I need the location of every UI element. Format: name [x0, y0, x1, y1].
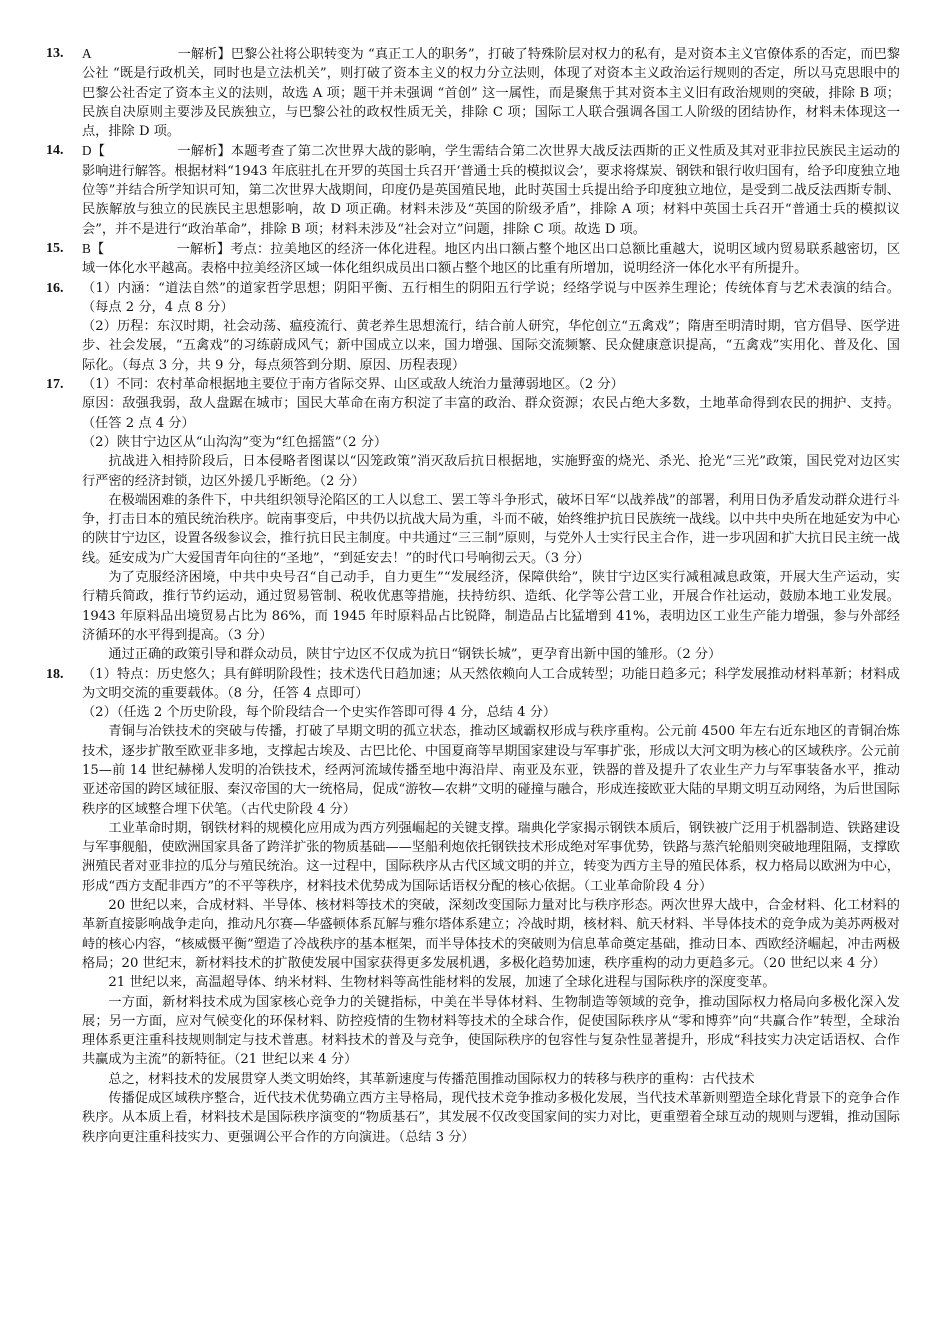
answer-paragraph: 20 世纪以来，合成材料、半导体、核材料等技术的突破，深刻改变国际力量对比与秩序形态。两次世界大战中，合金材料、化工材料的革新直接影响战争走向，推动凡尔赛—华盛顿体系瓦解与雅尔塔体系建立；冷战时期，核材料、航天材料、半导体技术的竞争成为美苏两极对峙的核心内容，“核威慑平衡”塑造了冷战秩序的基本框架，而半导体技术的突破则为信息革命奠定基础，推动日本、西欧经济崛起，冲击两极格局；20 世纪末，新材料技术的扩散使发展中国家获得更多发展机遇，多极化趋势加速，秩序重构的动力更趋多元。（20 世纪以来 4 分） — [82, 898, 900, 971]
answer-paragraph: （1）特点：历史悠久；具有鲜明阶段性；技术迭代日趋加速；从天然依赖向人工合成转型；功能日趋多元；科学发展推动材料革新；材料成为文明交流的重要载体。（8 分，任答 4 点即可） — [82, 666, 900, 701]
question-18 — [46, 665, 900, 1147]
question-number: 17. — [46, 377, 64, 393]
answer-paragraph: （2）（任选 2 个历史阶段，每个阶段结合一个史实作答即可得 4 分，总结 4 分） — [82, 705, 557, 721]
answer-choice: D【 — [82, 143, 106, 159]
question-body — [82, 141, 900, 238]
analysis-label: 一解析】 — [176, 241, 231, 257]
question-number: 14. — [46, 143, 64, 159]
answer-choice: B【 — [82, 240, 105, 256]
analysis-text: 本题考查了第二次世界大战的影响，学生需结合第二次世界大战反法西斯的正义性质及其对亚非拉民族民主运动的影响进行解答。根据材料“1943 年底驻扎在开罗的英国士兵召开‘普通士兵的模拟议会’，要求将煤炭、钢铁和银行收归国有，给予印度独立地位等”并结合所学知识可知，第二次世界大战期间，印度仍是英国殖民地，此时英国士兵提出给予印度独立地位，是受到二战反法西斯专制、民族解放与独立的民族民主思想影响，故 D 项正确。材料未涉及“英国的阶级矛盾”，排除 A 项；材料中英国士兵召开“普通士兵的模拟议会”，并不是进行“政治革命”，排除 B 项；材料未涉及“社会对立”问题，排除 C 项。故选 D 项。 — [82, 144, 901, 237]
answer-paragraph: （1）不同：农村革命根据地主要位于南方省际交界、山区或敌人统治力量薄弱地区。（2 分） — [82, 377, 624, 393]
answer-paragraph: 一方面，新材料技术成为国家核心竞争力的关键指标，中美在半导体材料、生物制造等领域的竞争，推动国际权力格局向多极化深入发展；另一方面，应对气候变化的环保材料、防控疫情的生物材料等技术的全球合作，促使国际秩序从“零和博弈”向“共赢合作”转型，全球治理体系更注重科技规则制定与技术普惠。材料技术的普及与竞争，使国际秩序的包容性与复杂性显著提升，形成“科技实力决定话语权、合作共赢成为主流”的新特征。（21 世纪以来 4 分） — [82, 994, 900, 1068]
question-body — [82, 375, 900, 664]
question-number: 15. — [46, 240, 64, 256]
answer-paragraph: 抗战进入相持阶段后，日本侵略者图谋以“囚笼政策”消灭敌后抗日根据地，实施野蛮的烧光、杀光、抢光“三光”政策，国民党对边区实行严密的经济封锁，边区外援几乎断绝。（2 分） — [82, 454, 900, 489]
question-number: 13. — [46, 46, 64, 61]
answer-paragraph: 传播促成区域秩序整合，近代技术优势确立西方主导格局，现代技术竞争推动多极化发展，当代技术革新则塑造全球化背景下的竞争合作秩序。从本质上看，材料技术是国际秩序演变的“物质基石”，其发展不仅改变国家间的实力对比，更重塑着全球互动的规则与逻辑，推动国际秩序向更注重科技实力、更强调公平合作的方向演进。（总结 3 分） — [82, 1091, 900, 1145]
question-13 — [46, 44, 900, 141]
answer-paragraph: 在极端困难的条件下，中共组织领导沦陷区的工人以怠工、罢工等斗争形式，破坏日军“以战养战”的部署，利用日伪矛盾发动群众进行斗争，打击日本的殖民统治秩序。皖南事变后，中共仍以抗战大局为重，斗而不破，始终维护抗日民族统一战线。以中共中央所在地延安为中心的陕甘宁边区，设置各级参议会，推行抗日民主制度。中共通过“三三制”原则，与党外人士实行民主合作，进一步巩固和扩大抗日民主统一战线。延安成为广大爱国青年向往的“圣地”，“到延安去！”的时代口号响彻云天。（3 分） — [82, 492, 900, 566]
question-body — [82, 665, 900, 1147]
analysis-label: 一解析】 — [177, 47, 231, 62]
answer-paragraph: 工业革命时期，钢铁材料的规模化应用成为西方列强崛起的关键支撑。瑞典化学家揭示钢铁本质后，钢铁被广泛用于机器制造、铁路建设与军事舰船，使欧洲国家具备了跨洋扩张的物质基础——坚船利炮依托钢铁技术形成绝对军事优势，铁路与蒸汽轮船则突破地理阻隔，支撑欧洲殖民者对亚非拉的瓜分与殖民统治。这一过程中，国际秩序从古代区域文明的并立，转变为西方主导的殖民体系，权力格局以欧洲为中心，形成“西方支配非西方”的不平等秩序，材料技术优势成为国际话语权分配的核心依据。（工业革命阶段 4 分） — [82, 820, 900, 894]
answer-paragraph: （2）历程：东汉时期，社会动荡、瘟疫流行、黄老养生思想流行，结合前人研究，华佗创立“五禽戏”；隋唐至明清时期，官方倡导、医学进步、社会发展，“五禽戏”的习练蔚成风气；新中国成立以来，国力增强、国际交流频繁、民众健康意识提高，“五禽戏”实用化、普及化、国际化。（每点 3 分，共 9 分，每点须答到分期、原因、历程表现） — [82, 319, 900, 373]
analysis-text: 考点：拉美地区的经济一体化进程。地区内出口额占整个地区出口总额比重越大，说明区域内贸易联系越密切，区域一体化水平越高。表格中拉美经济区域一体化组织成员出口额占整个地区的比重有所增加，说明经济一体化水平有所提升。 — [82, 241, 901, 277]
question-number: 16. — [46, 280, 64, 296]
question-number: 18. — [46, 666, 64, 682]
answer-choice: A — [82, 46, 92, 61]
question-15 — [46, 239, 900, 279]
question-body — [82, 239, 900, 279]
answer-paragraph: 原因：敌强我弱，敌人盘踞在城市；国民大革命在南方积淀了丰富的政治、群众资源；农民占绝大多数，土地革命得到农民的拥护、支持。（任答 2 点 4 分） — [82, 396, 900, 431]
answer-paragraph: 总之，材料技术的发展贯穿人类文明始终，其革新速度与传播范围推动国际权力的转移与秩序的重构：古代技术 — [108, 1071, 755, 1087]
answer-paragraph: 青铜与冶铁技术的突破与传播，打破了早期文明的孤立状态，推动区域霸权形成与秩序重构。公元前 4500 年左右近东地区的青铜冶炼技术，逐步扩散至欧亚非多地，支撑起古埃及、古巴比伦、中国夏商等早期国家建设与军事扩张，形成以大河文明为核心的区域秩序。公元前 15—前 14 世纪赫梯人发明的冶铁技术，经两河流域传播至地中海沿岸、南亚及东亚，铁器的普及提升了农业生产力与军事装备水平，推动亚述帝国的跨区域征服、秦汉帝国的大一统格局，促成“游牧—农耕”文明的碰撞与融合，形成连接欧亚大陆的早期文明互动网络，为后世国际秩序的区域整合埋下伏笔。（古代史阶段 4 分） — [82, 724, 900, 817]
answer-paragraph: 为了克服经济困境，中共中央号召“自己动手，自力更生”“发展经济，保障供给”，陕甘宁边区实行减租减息政策，开展大生产运动，实行精兵简政，推行节约运动，通过贸易管制、税收优惠等措施，扶持纺织、造纸、化学等公营工业，开展合作社运动，鼓励本地工业发展。1943 年原料品出境贸易占比为 86%，而 1945 年时原料品占比锐降，制造品占比猛增到 41%，表明边区工业生产能力增强，参与外部经济循环的水平得到提高。（3 分） — [82, 570, 900, 643]
question-17 — [46, 375, 900, 664]
question-body — [82, 279, 900, 375]
analysis-text: 巴黎公社将公职转变为 “真正工人的职务”，打破了特殊阶层对权力的私有，是对资本主义官僚体系的否定，而巴黎公社 “既是行政机关，同时也是立法机关”，则打破了资本主义的权力分立法则，体现了对资本主义政治运行规则的否定，所以马克思眼中的巴黎公社否定了资本主义的法则，故选 A 项；题干并未强调 “首创” 这一属性，而是聚焦于其对资本主义旧有政治规则的突破，排除 B 项；民族自决原则主要涉及民族独立，与巴黎公社的政权性质无关，排除 C 项；国际工人联合强调各国工人阶级的团结协作，材料未体现这一点，排除 D 项。 — [82, 47, 901, 140]
question-16 — [46, 279, 900, 375]
question-body — [82, 44, 900, 141]
answer-paragraph: （1）内涵：“道法自然”的道家哲学思想；阴阳平衡、五行相生的阴阳五行学说；经络学说与中医养生理论；传统体育与艺术表演的结合。（每点 2 分，4 点 8 分） — [82, 280, 900, 315]
answer-paragraph: （2）陕甘宁边区从“山沟沟”变为“红色摇篮”（2 分） — [82, 434, 388, 450]
answer-paragraph: 21 世纪以来，高温超导体、纳米材料、生物材料等高性能材料的发展，加速了全球化进程与国际秩序的深度变革。 — [108, 975, 776, 991]
analysis-label: 一解析】 — [177, 144, 231, 160]
question-14 — [46, 141, 900, 238]
answer-paragraph: 通过正确的政策引导和群众动员，陕甘宁边区不仅成为抗日“钢铁长城”，更孕育出新中国的雏形。（2 分） — [108, 647, 722, 663]
